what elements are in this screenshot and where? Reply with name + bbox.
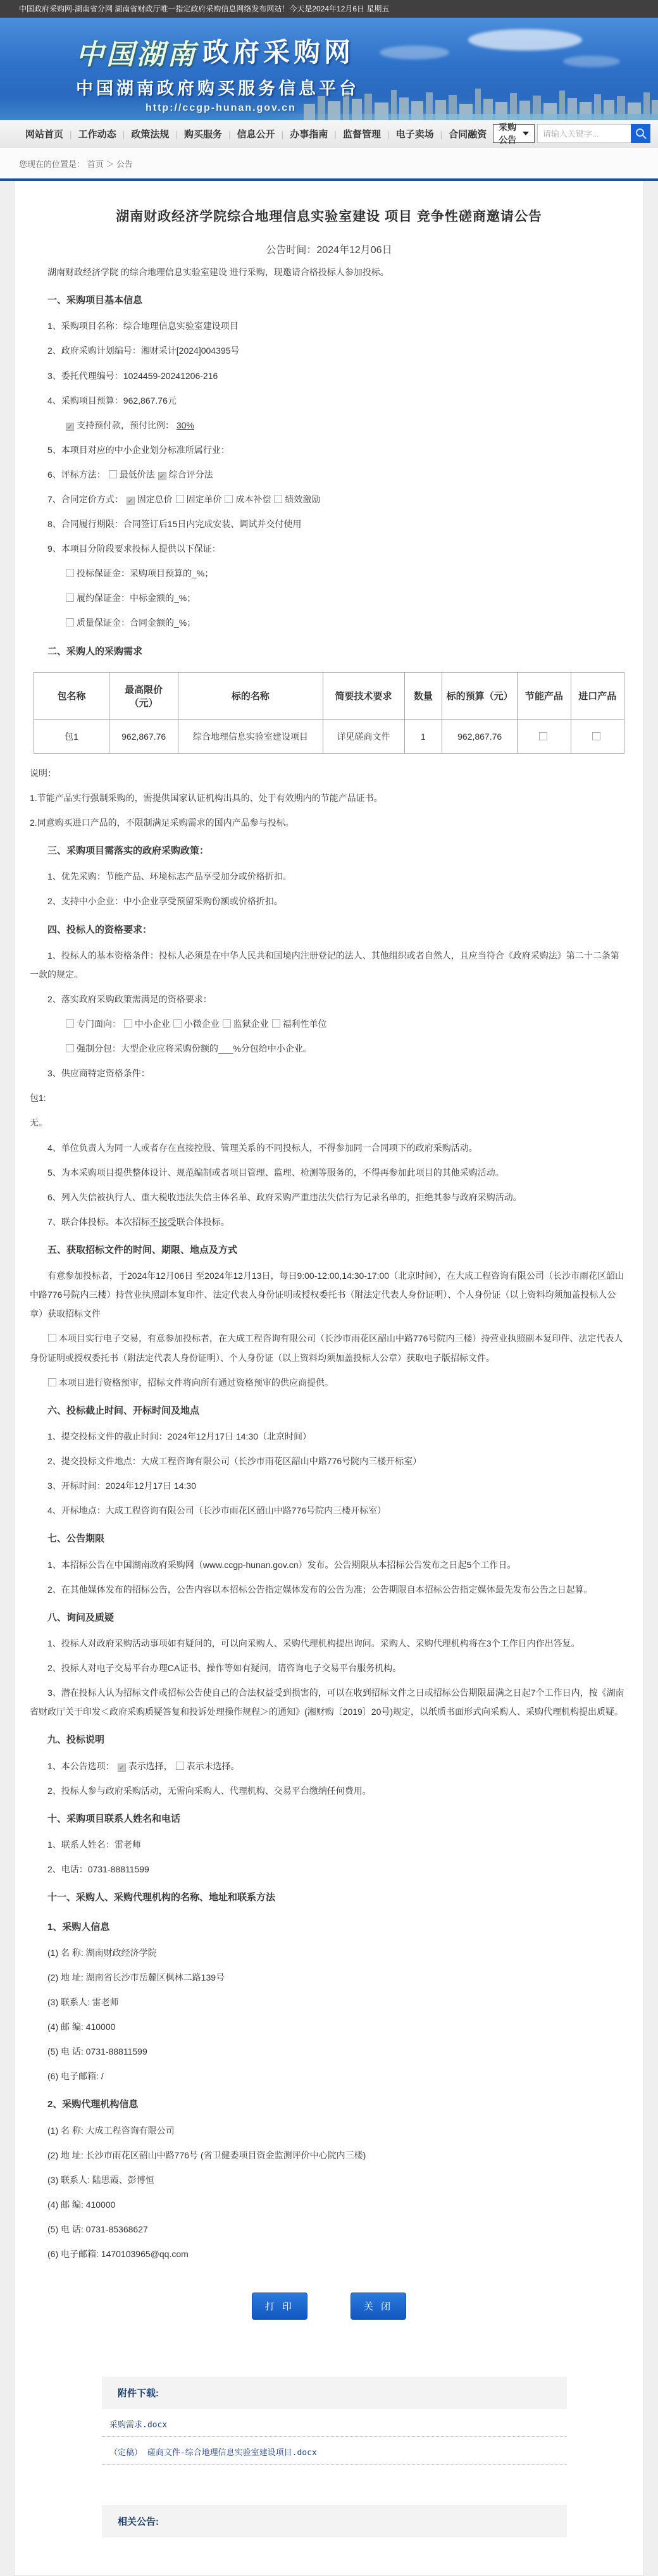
table-header: 节能产品 — [518, 672, 571, 719]
checkbox-unchecked-icon — [66, 618, 74, 626]
action-buttons — [15, 2293, 643, 2320]
paragraph — [15, 1266, 627, 1323]
text-segment: 一、采购项目基本信息 — [47, 295, 143, 306]
checkbox-unchecked-icon — [272, 1019, 280, 1028]
paragraph — [15, 341, 627, 360]
nav-separator: | — [122, 128, 125, 139]
table-header: 最高限价（元） — [109, 672, 178, 719]
paragraph — [15, 1658, 627, 1677]
text-segment: 3、委托代理编号：1024459-20241206-216 — [47, 370, 218, 381]
table-cell: 综合地理信息实验室建设项目 — [178, 719, 323, 753]
text-segment: 九、投标说明 — [47, 1734, 105, 1746]
text-segment: 最低价法 — [119, 469, 158, 480]
paragraph — [15, 990, 627, 1009]
text-segment: 2、落实政府采购政策需满足的资格要求： — [47, 993, 212, 1004]
table-row — [34, 719, 624, 753]
text-segment: 四、投标人的资格要求： — [47, 924, 152, 935]
paragraph — [15, 366, 627, 385]
close-button[interactable]: 关 闭 — [351, 2293, 406, 2320]
site-banner — [0, 18, 658, 120]
text-segment: 5、为本采购项目提供整体设计、规范编制或者项目管理、监理、检测等服务的，不得再参加此项目的其他采购活动。 — [47, 1167, 504, 1178]
paragraph — [15, 1039, 627, 1058]
section-heading — [15, 1240, 627, 1260]
text-segment: 十、采购项目联系人姓名和电话 — [47, 1813, 181, 1824]
text-segment: 履约保证金：中标金额的_%； — [77, 593, 196, 604]
paragraph — [15, 1212, 627, 1231]
table-cell: 包1 — [34, 719, 109, 753]
site-logo — [76, 32, 658, 72]
checkbox-checked-icon: ✓ — [66, 423, 73, 431]
text-segment: (2) 地 址: 湖南省长沙市岳麓区枫林二路139号 — [47, 1972, 225, 1982]
text-segment: 无。 — [30, 1117, 47, 1128]
section-heading — [15, 2094, 627, 2115]
text-segment: 表示选择， — [128, 1760, 175, 1771]
checkbox-checked-icon: ✓ — [159, 472, 165, 480]
text-segment: (4) 邮 编: 410000 — [47, 2022, 116, 2032]
paragraph — [15, 1064, 627, 1083]
paragraph — [15, 1163, 627, 1182]
paragraph — [15, 2146, 627, 2165]
text-segment: 八、询问及质疑 — [47, 1612, 115, 1623]
text-segment: 包1: — [30, 1093, 46, 1104]
checkbox-unchecked-icon — [592, 732, 600, 740]
paragraph — [15, 2017, 627, 2036]
text-segment: 专门面向： — [77, 1019, 123, 1030]
section-heading — [15, 642, 627, 662]
text-segment: 质量保证金：合同金额的_%； — [77, 618, 196, 628]
paragraph — [15, 263, 627, 282]
paragraph — [15, 1329, 627, 1367]
paragraph — [15, 1835, 627, 1854]
paragraph — [15, 440, 627, 459]
text-segment: 3、潜在投标人认为招标文件或招标公告使自己的合法权益受到损害的，可以在收到招标文件之日或招标公告期限届满之日起7个工作日内，按《湖南省财政厅关于印发＜政府采购质疑答复和投诉处理操作规程＞的通知》(湘财购〔2019〕20号)规定，以纸质书面形式向采购人、采购代理机构提出质疑。 — [30, 1688, 624, 1717]
checkbox-unchecked-icon — [109, 470, 117, 478]
paragraph — [15, 1373, 627, 1392]
text-segment: 绩效激励 — [285, 494, 321, 504]
main-nav — [0, 120, 658, 147]
text-segment: 有意参加投标者，于2024年12月06日 至2024年12月13日，每日9:00-12:00,14:30-17:00（北京时间），在大成工程咨询有限公司（长沙市雨花区韶山中路776号院内三楼）持营业执照副本复印件、法定代表人身份证明或授权委托书（附法定代表人身份证明）、个人身份证（以上资料均须加盖投标人公章）获取招标文件 — [30, 1271, 624, 1319]
paragraph — [15, 2244, 627, 2263]
text-segment: 6、列入失信被执行人、重大税收违法失信主体名单、政府采购严重违法失信行为记录名单的，拒绝其参与政府采购活动。 — [47, 1192, 522, 1202]
text-segment: 本项目进行资格预审，招标文件将向所有通过资格预审的供应商提供。 — [59, 1377, 333, 1388]
nav-items — [19, 127, 493, 140]
paragraph — [15, 1138, 627, 1157]
nav-item-8[interactable]: 合同融资 — [449, 128, 487, 140]
nav-item-6[interactable]: 监督管理 — [342, 128, 381, 140]
text-segment: 3、开标时间：2024年12月17日 14:30 — [47, 1481, 196, 1491]
text-segment: 7、联合体投标。本次招标 — [47, 1216, 150, 1227]
checkbox-unchecked-icon — [124, 1019, 132, 1028]
text-segment: 4、采购项目预算：962,867.76元 — [47, 395, 177, 406]
section-heading — [15, 1809, 627, 1829]
text-segment: 固定单价 — [186, 494, 225, 504]
checkbox-unchecked-icon — [539, 732, 547, 740]
paragraph — [15, 2042, 627, 2061]
paragraph — [15, 788, 627, 807]
paragraph — [15, 2220, 627, 2239]
table-cell: 962,867.76 — [442, 719, 518, 753]
paragraph — [15, 1968, 627, 1987]
table-header: 标的预算（元） — [442, 672, 518, 719]
text-segment: (5) 电 话: 0731-88811599 — [47, 2046, 147, 2057]
text-segment: 2、政府采购计划编号：湘财采计[2024]004395号 — [47, 345, 240, 356]
paragraph — [15, 2170, 627, 2189]
text-segment: 1、提交投标文件的截止时间：2024年12月17日 14:30（北京时间） — [47, 1431, 311, 1441]
paragraph — [15, 1555, 627, 1574]
paragraph — [15, 539, 627, 558]
article-body — [15, 263, 643, 2263]
attachment-row — [102, 2437, 567, 2465]
nav-item-7[interactable]: 电子卖场 — [395, 128, 434, 140]
text-segment: (1) 名 称: 大成工程咨询有限公司 — [47, 2125, 175, 2136]
related-title: 相关公告: — [118, 2517, 159, 2528]
paragraph — [15, 316, 627, 335]
nav-item-4[interactable]: 信息公开 — [237, 128, 275, 140]
paragraph — [15, 813, 627, 832]
breadcrumb-prefix: 您现在的位置是： — [19, 159, 85, 169]
text-segment: 2、在其他媒体发布的招标公告，公告内容以本招标公告指定媒体发布的公告为准；公告期限自本招标公告指定媒体最先发布公告之日起算。 — [47, 1584, 593, 1595]
text-segment: 7、合同定价方式： — [47, 494, 126, 504]
attachments-section — [102, 2377, 567, 2465]
nav-separator: | — [175, 128, 178, 139]
text-segment: 2、采购代理机构信息 — [47, 2099, 139, 2110]
paragraph — [15, 613, 627, 632]
text-segment: 1、联系人姓名：雷老师 — [47, 1839, 141, 1850]
paragraph — [15, 892, 627, 911]
nav-separator: | — [70, 128, 72, 139]
table-cell: 962,867.76 — [109, 719, 178, 753]
text-segment: 1、本招标公告在中国湖南政府采购网（www.ccgp-hunan.gov.cn）发布。公告期限从本招标公告发布之日起5个工作日。 — [47, 1559, 516, 1570]
paragraph — [15, 490, 627, 509]
section-heading — [15, 841, 627, 861]
text-segment: 4、开标地点：大成工程咨询有限公司（长沙市雨花区韶山中路776号院内三楼开标室） — [47, 1505, 387, 1516]
breadcrumb-home[interactable]: 首页 — [87, 159, 104, 169]
paragraph — [15, 514, 627, 533]
paragraph — [15, 1781, 627, 1800]
text-segment: (1) 名 称: 湖南财政经济学院 — [47, 1947, 157, 1958]
checkbox-unchecked-icon — [66, 1019, 74, 1028]
text-segment: (5) 电 话: 0731-85368627 — [47, 2224, 148, 2234]
table-header: 简要技术要求 — [323, 672, 404, 719]
text-segment: 中小企业 — [134, 1019, 173, 1030]
paragraph — [15, 588, 627, 607]
text-segment: 支持预付款，预付比例： — [77, 420, 177, 430]
checkbox-unchecked-icon — [173, 1019, 182, 1028]
paragraph — [15, 1452, 627, 1471]
section-heading — [15, 920, 627, 940]
paragraph — [15, 465, 627, 484]
table-header: 包名称 — [34, 672, 109, 719]
checkbox-unchecked-icon — [48, 1378, 56, 1386]
announcement-content — [14, 181, 644, 2576]
text-segment: 6、评标方法： — [47, 469, 108, 480]
text-segment: 综合评分法 — [168, 469, 213, 480]
breadcrumb-separator: ＞ — [106, 159, 115, 169]
text-segment: 湖南财政经济学院 的综合地理信息实验室建设 进行采购，现邀请合格投标人参加投标。 — [47, 267, 389, 277]
checkbox-unchecked-icon — [48, 1334, 56, 1342]
nav-separator: | — [387, 128, 390, 139]
text-segment: (3) 联系人: 陆思霞、彭博恒 — [47, 2174, 154, 2185]
checkbox-unchecked-icon — [66, 569, 74, 577]
text-segment: 8、合同履行期限：合同签订后15日内完成安装、调试并交付使用 — [47, 519, 302, 530]
nav-item-1[interactable]: 工作动态 — [78, 128, 116, 140]
paragraph — [15, 1501, 627, 1520]
table-header: 标的名称 — [178, 672, 323, 719]
related-section — [102, 2505, 567, 2537]
paragraph — [15, 2121, 627, 2140]
nav-item-5[interactable]: 办事指南 — [290, 128, 328, 140]
text-segment: 本项目实行电子交易，有意参加投标者，在大成工程咨询有限公司（长沙市雨花区韶山中路776号院内三楼）持营业执照副本复印件、法定代表人身份证明或授权委托书（附法定代表人身份证明）、个人身份证（以上资料均须加盖投标人公章）获取电子版招标文件。 — [30, 1333, 623, 1363]
text-segment: 2、投标人参与政府采购活动，无需向采购人、代理机构、交易平台缴纳任何费用。 — [47, 1785, 371, 1796]
related-header — [102, 2505, 567, 2537]
text-segment: 联合体投标。 — [176, 1216, 230, 1227]
paragraph — [15, 1113, 627, 1132]
text-segment: 监狱企业 — [233, 1019, 271, 1030]
text-segment: 2.同意购买进口产品的，不限制满足采购需求的国内产品参与投标。 — [30, 818, 294, 828]
text-segment: 七、公告期限 — [47, 1533, 105, 1545]
text-segment: 小微企业 — [183, 1019, 222, 1030]
text-segment: (6) 电子邮箱: 1470103965@qq.com — [47, 2249, 189, 2260]
text-segment: 2、电话：0731-88811599 — [47, 1864, 149, 1875]
checkbox-checked-icon: ✓ — [118, 1764, 125, 1772]
text-segment: 十一、采购人、采购代理机构的名称、地址和联系方法 — [47, 1892, 276, 1903]
nav-separator: | — [334, 128, 337, 139]
publish-time: 公告时间：2024年12月06日 — [266, 245, 392, 256]
text-segment: 30% — [176, 420, 194, 430]
table-cell — [518, 719, 571, 753]
table-cell: 详见磋商文件 — [323, 719, 404, 753]
table-header: 数量 — [404, 672, 442, 719]
section-heading — [15, 1888, 627, 1908]
paragraph — [15, 1427, 627, 1446]
checkbox-unchecked-icon — [66, 1044, 74, 1052]
search-icon — [635, 127, 647, 140]
paragraph — [15, 1993, 627, 2012]
text-segment: 1、采购项目名称：综合地理信息实验室建设项目 — [47, 321, 239, 332]
table-cell — [571, 719, 624, 753]
river-decoration — [0, 114, 658, 120]
chevron-down-icon — [523, 132, 529, 135]
paragraph — [15, 1580, 627, 1599]
text-segment: 固定总价 — [137, 494, 175, 504]
nav-item-2[interactable]: 政策法规 — [131, 128, 170, 140]
table-cell: 1 — [404, 719, 442, 753]
text-segment: 成本补偿 — [235, 494, 274, 504]
paragraph — [15, 416, 627, 435]
text-segment: 强制分包：大型企业应将采购份额的___%分包给中小企业。 — [77, 1043, 312, 1054]
search-input[interactable] — [537, 124, 631, 143]
text-segment: 六、投标截止时间、开标时间及地点 — [47, 1405, 200, 1416]
checkbox-checked-icon: ✓ — [127, 497, 133, 505]
checkbox-unchecked-icon — [223, 1019, 231, 1028]
text-segment: 五、获取招标文件的时间、期限、地点及方式 — [47, 1244, 238, 1255]
text-segment: 1、投标人对政府采购活动事项如有疑问的，可以向采购人、采购代理机构提出询问。采购人、采购代理机构将在3个工作日内作出答复。 — [47, 1638, 580, 1649]
paragraph — [15, 1476, 627, 1495]
text-segment: 不接受 — [149, 1216, 177, 1227]
text-segment: 1.节能产品实行强制采购的，需提供国家认证机构出具的、处于有效期内的节能产品证书。 — [30, 792, 383, 803]
section-heading — [15, 1917, 627, 1938]
text-segment: (4) 邮 编: 410000 — [47, 2199, 116, 2210]
nav-separator: | — [281, 128, 284, 139]
text-segment: 说明： — [30, 768, 56, 778]
search-button[interactable] — [631, 124, 650, 143]
text-segment: 5、本项目对应的中小企业划分标准所属行业： — [47, 444, 230, 455]
nav-separator: | — [440, 128, 443, 139]
search-category-value: 采购公告 — [499, 122, 517, 145]
text-segment: 2、支持中小企业：中小企业享受预留采购份额或价格折扣。 — [47, 896, 283, 907]
paragraph — [15, 2067, 627, 2086]
paragraph — [15, 764, 627, 783]
text-segment: 2、投标人对电子交易平台办理CA证书、操作等如有疑问，请咨询电子交易平台服务机构。 — [47, 1663, 402, 1674]
section-heading — [15, 1730, 627, 1750]
paragraph — [15, 1188, 627, 1207]
site-logo-text: 政府采购网 — [202, 37, 355, 67]
nav-item-3[interactable]: 购买服务 — [183, 128, 222, 140]
checkbox-unchecked-icon — [176, 1762, 184, 1770]
paragraph — [15, 1943, 627, 1962]
text-segment: 表示未选择。 — [186, 1760, 240, 1771]
paragraph — [15, 946, 627, 984]
print-button[interactable]: 打 印 — [252, 2293, 307, 2320]
text-segment: 1、采购人信息 — [47, 1921, 110, 1932]
page-title: 湖南财政经济学院综合地理信息实验室建设 项目 竞争性磋商邀请公告 — [116, 209, 542, 224]
text-segment: 4、单位负责人为同一人或者存在直接控股、管理关系的不同投标人，不得参加同一合同项下的政府采购活动。 — [47, 1142, 478, 1153]
paragraph — [15, 1757, 627, 1776]
text-segment: 投标保证金：采购项目预算的_%； — [77, 568, 214, 579]
topbar — [0, 0, 658, 18]
paragraph — [15, 391, 627, 410]
checkbox-unchecked-icon — [225, 495, 233, 503]
text-segment: (3) 联系人: 雷老师 — [47, 1996, 119, 2007]
requirements-table — [34, 672, 624, 754]
breadcrumb — [0, 147, 658, 178]
section-heading — [15, 290, 627, 311]
table-header: 进口产品 — [571, 672, 624, 719]
nav-separator: | — [228, 128, 231, 139]
text-segment: (2) 地 址: 长沙市雨花区韶山中路776号 (省卫健委项目资金监测评价中心院内三楼) — [47, 2150, 366, 2160]
attachment-row — [102, 2409, 567, 2437]
breadcrumb-current: 公告 — [116, 159, 133, 169]
paragraph — [15, 1014, 627, 1033]
text-segment: (6) 电子邮箱: / — [47, 2071, 104, 2082]
attachment-link-1[interactable]: （定稿） 磋商文件-综合地理信息实验室建设项目.docx — [109, 2448, 317, 2458]
search-category-select[interactable] — [493, 124, 535, 143]
section-heading — [15, 1529, 627, 1549]
section-heading — [15, 1608, 627, 1628]
text-segment: 1、投标人的基本资格条件：投标人必须是在中华人民共和国境内注册登记的法人、其他组织或者自然人，且应当符合《政府采购法》第二十二条第一款的规定。 — [30, 950, 619, 980]
paragraph — [15, 564, 627, 583]
checkbox-unchecked-icon — [274, 495, 282, 503]
text-segment: 3、供应商特定资格条件： — [47, 1068, 150, 1079]
site-url: http://ccgp-hunan.gov.cn — [146, 103, 296, 113]
text-segment: 二、采购人的采购需求 — [47, 645, 143, 657]
text-segment: 2、提交投标文件地点：大成工程咨询有限公司（长沙市雨花区韶山中路776号院内三楼开标室） — [47, 1456, 422, 1467]
checkbox-unchecked-icon — [66, 594, 74, 602]
paragraph — [15, 1683, 627, 1721]
attachments-header — [102, 2377, 567, 2409]
checkbox-unchecked-icon — [176, 495, 184, 503]
attachments-title: 附件下载: — [118, 2388, 159, 2399]
text-segment: 1、优先采购：节能产品、环境标志产品享受加分或价格折扣。 — [47, 871, 292, 882]
paragraph — [15, 2195, 627, 2214]
site-subtitle: 中国湖南政府购买服务信息平台 — [76, 79, 359, 98]
nav-item-0[interactable]: 网站首页 — [25, 128, 64, 140]
text-segment: 三、采购项目需落实的政府采购政策： — [47, 845, 209, 857]
text-segment: 福利性单位 — [282, 1019, 327, 1030]
section-heading — [15, 1401, 627, 1421]
attachments-list — [102, 2409, 567, 2465]
site-logo-calligraphy: 中国湖南 — [76, 39, 197, 71]
paragraph — [15, 1860, 627, 1879]
paragraph — [15, 1634, 627, 1653]
topbar-text: 中国政府采购网-湖南省分网 湖南省财政厅唯一指定政府采购信息网络发布网站！今天是2024年12月6日 星期五 — [19, 4, 390, 13]
text-segment: 1、本公告选项： — [47, 1760, 117, 1771]
text-segment: 9、本项目分阶段要求投标人提供以下保证： — [47, 544, 221, 554]
search-area — [493, 124, 650, 143]
paragraph — [15, 867, 627, 886]
paragraph — [15, 1088, 627, 1107]
attachment-link-0[interactable]: 采购需求.docx — [109, 2420, 168, 2430]
